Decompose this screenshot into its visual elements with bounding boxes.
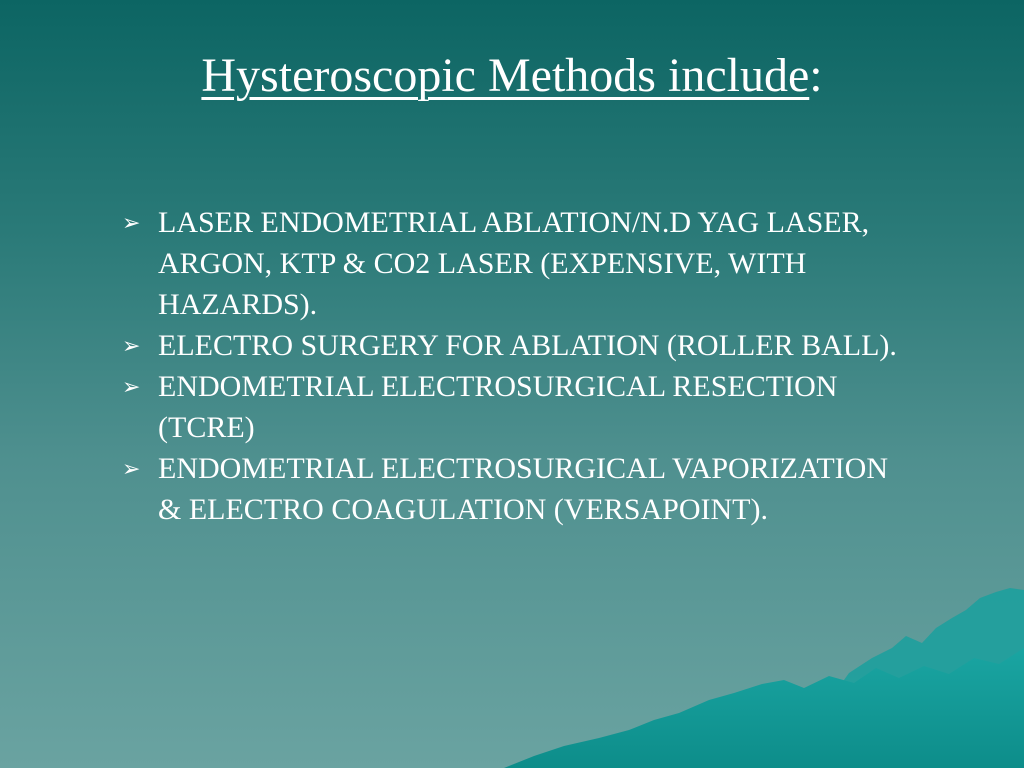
mountain-decoration: [504, 588, 1024, 768]
bullet-list: [120, 202, 910, 530]
arrow-bullet-icon: ➢: [122, 374, 141, 399]
bullet-text: ELECTRO SURGERY FOR ABLATION (ROLLER BALL).: [158, 329, 897, 362]
bullet-text: LASER ENDOMETRIAL ABLATION/N.D YAG LASER, ARGON, KTP & CO2 LASER (EXPENSIVE, WITH HAZARDS).: [158, 206, 870, 321]
slide-title-text: Hysteroscopic Methods include: [201, 49, 810, 102]
arrow-bullet-icon: ➢: [122, 210, 141, 235]
bullet-text: ENDOMETRIAL ELECTROSURGICAL VAPORIZATION & ELECTRO COAGULATION (VERSAPOINT).: [158, 452, 888, 526]
arrow-bullet-icon: ➢: [122, 456, 141, 481]
bullet-item: [120, 448, 910, 530]
bullet-item: [120, 325, 910, 366]
bullet-text: ENDOMETRIAL ELECTROSURGICAL RESECTION (TCRE): [158, 370, 838, 444]
bullet-item: [120, 366, 910, 448]
arrow-bullet-icon: ➢: [122, 333, 141, 358]
bullet-item: [120, 202, 910, 325]
slide-title-colon: :: [809, 49, 823, 102]
slide-title: [0, 44, 1024, 108]
